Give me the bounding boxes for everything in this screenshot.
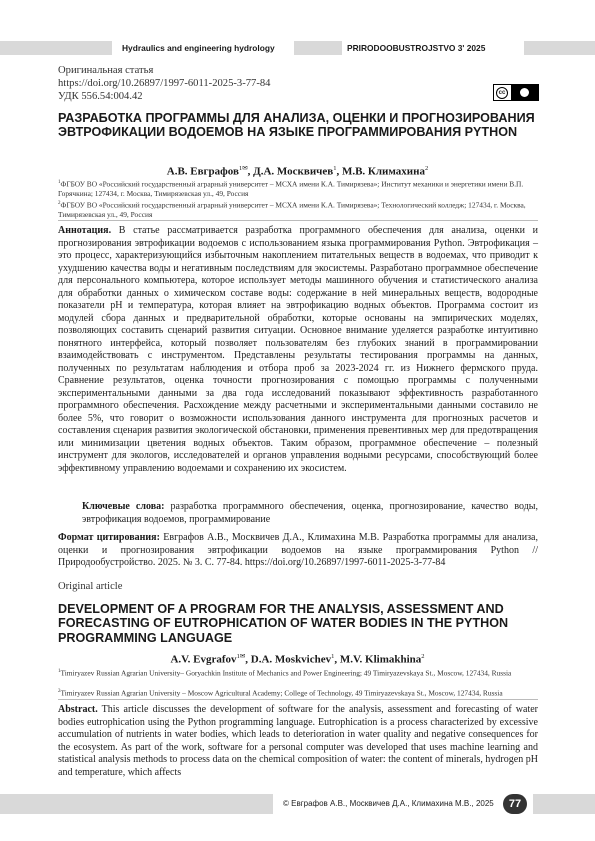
author-sup[interactable]: 1✉ — [238, 165, 248, 172]
abstract-label: Abstract. — [58, 704, 98, 715]
divider — [58, 220, 538, 221]
footer-copyright: © Евграфов А.В., Москвичев Д.А., Климахина М.В., 2025 — [283, 799, 494, 808]
citation-ru — [58, 532, 538, 570]
author-sep: , — [245, 653, 251, 666]
footer-bar-right — [533, 794, 595, 814]
by-person-icon — [511, 85, 538, 100]
footer-bar-left — [0, 794, 273, 814]
keywords-text: разработка программного обеспечения, оценка, прогнозирование, качество воды, эвтрофикация водоемов, программирование — [82, 501, 538, 525]
header-journal-issue: PRIRODOOBUSTROJSTVO 3' 2025 — [347, 43, 486, 53]
author-sup: 2 — [425, 165, 429, 172]
doi-link[interactable]: https://doi.org/10.26897/1997-6011-2025-3-77-84 — [58, 78, 271, 90]
header-section-title: Hydraulics and engineering hydrology — [122, 43, 275, 53]
keywords-label: Ключевые слова: — [82, 501, 165, 512]
page-number: 77 — [503, 794, 527, 814]
title-en: DEVELOPMENT OF A PROGRAM FOR THE ANALYSIS, ASSESSMENT AND FORECASTING OF EUTROPHICATION OF WATER BODIES IN THE PYTHON PROGRAMMING LANGUAGE — [58, 602, 509, 645]
article-type: Оригинальная статья — [58, 65, 154, 76]
abstract-label: Аннотация. — [58, 225, 112, 236]
aff-text: ФГБОУ ВО «Российский государственный аграрный университет – МСХА имени К.А. Тимирязева»; Институт механики и энергетики имени В.П. Горячкина; 127434, г. Москва, Тимирязевская ул., 49, Россия — [58, 179, 524, 198]
keywords-ru — [82, 501, 538, 526]
citation-text: Евграфов А.В., Москвичев Д.А., Климахина М.В. Разработка программы для анализа, оценки и прогнозирования эвтрофикации водоемов на языке программирования Python // Природообустройство. 2025. № 3. С. 77-84. https://doi.org/10.26897/1997-6011-2025-3-77-84 — [58, 532, 538, 568]
abstract-ru — [58, 225, 538, 475]
abstract-text: This article discusses the development of software for the analysis, assessment and forecasting of water bodies eutrophication using the Python programming language. Eutrophication is a process characterized by excessive accumulation of nutrients in water bodies, which leads to deterioration in water quality and negative consequences for the ecosystem. As part of the work, software for a personal computer was developed that uses machine learning and statistical analysis methods to process data on the chemical composition of water: the content of minerals, hydrogen pH and temperature, which affects — [58, 704, 538, 778]
author: М.В. Климахина — [341, 165, 425, 178]
header-bar-middle — [294, 41, 342, 55]
author: M.V. Klimakhina — [339, 653, 422, 666]
authors-en — [0, 650, 595, 667]
article-type-en: Original article — [58, 581, 123, 592]
cc-circle: cc — [496, 87, 508, 99]
abstract-text: В статье рассматривается разработка программного обеспечения для анализа, оценки и прогнозирования эвтрофикации водоемов с использованием языка программирования Python. Эвтрофикация – это процесс, характеризующийся избыточным накоплением питательных веществ в водоемах, что приводит к ухудшению качества воды и негативным последствиям для экосистемы. Разработано программное обеспечение для персонального компьютера, которое использует методы машинного обучения и статистического анализа для обработки данных о химическом составе воды: содержание в ней минеральных веществ, водородные показатели pH и температура, которая влияет на эвтрофикацию водных объектов. Программа состоит из модулей сбора данных и предварительной обработки, которые основаны на эмпирических моделях, позволяющих составить сценарий развития ситуации. Основное внимание уделяется разработке интуитивно понятного интерфейса, который позволяет пользователям без глубоких знаний в программировании взаимодействовать с инструментом. Представлены результаты тестирования программы на данных, полученных по результатам наблюдения и отбора проб за 2023-2024 гг. из Нижнего фермского пруда. Сравнение результатов, оценка точности прогнозирования с помощью программы с полученными экспериментальными данными за два года исследований показывают эффективность разработанного программного обеспечения. Расхождение между расчетными и экспериментальными данными составило не более 5%, что говорит о возможности использования данного инструмента для прогнозных расчетов и составления сценария развития экологической обстановки, применения превентивных мер для предотвращения или минимизации цветения водных объектов. Таким образом, программное обеспечение – полезный инструмент для экологов, исследователей и органов управления водными ресурсами, способствующий более эффективному управлению водоемами и сохранению их экосистем. — [58, 225, 539, 474]
authors-ru — [0, 162, 595, 179]
affiliation-ru-1 — [58, 178, 538, 198]
title-ru: РАЗРАБОТКА ПРОГРАММЫ ДЛЯ АНАЛИЗА, ОЦЕНКИ И ПРОГНОЗИРОВАНИЯ ЭВТРОФИКАЦИИ ВОДОЕМОВ НА ЯЗЫКЕ ПРОГРАММИРОВАНИЯ PYTHON — [58, 111, 535, 140]
author-sep: , — [334, 653, 340, 666]
author-sep: , — [247, 165, 254, 178]
aff-text: ФГБОУ ВО «Российский государственный аграрный университет – МСХА имени К.А. Тимирязева»; Технологический колледж; 127434, г. Москва, Тимирязевская ул., 49, Россия — [58, 200, 526, 219]
author: Д.А. Москвичев — [253, 165, 334, 178]
aff-sup: 2 — [58, 689, 61, 694]
header-bar-right — [524, 41, 595, 55]
affiliation-ru-2 — [58, 199, 538, 219]
author-sup: 1 — [333, 165, 337, 172]
udc-code: УДК 556.54:004.42 — [58, 91, 143, 103]
author-sup: 1 — [331, 653, 335, 660]
author: А.В. Евграфов — [166, 165, 239, 178]
affiliation-en-2 — [58, 687, 538, 698]
aff-sup: 2 — [58, 201, 61, 206]
aff-text: Timiryazev Russian Agrarian University – Moscow Agricultural Academy; College of Technology, 49 Timiryazevskaya St., Moscow, 127434, Russia — [60, 688, 503, 698]
author-sup[interactable]: 1✉ — [236, 653, 246, 660]
affiliation-en-1 — [58, 667, 538, 678]
author-sep: , — [336, 165, 342, 178]
header-bar-left — [0, 41, 112, 55]
author: A.V. Evgrafov — [170, 653, 237, 666]
article-meta — [58, 64, 270, 104]
author-sup: 2 — [421, 653, 425, 660]
page-footer — [0, 794, 595, 814]
cc-by-license-icon[interactable] — [493, 84, 539, 101]
aff-sup: 1 — [58, 669, 61, 674]
abstract-en — [58, 704, 538, 788]
aff-sup: 1 — [58, 180, 61, 185]
aff-text: Timiryazev Russian Agrarian University– Goryachkin Institute of Mechanics and Power Engineering; 49 Timiryazevskaya St., Moscow, 127434, Russia — [60, 668, 512, 678]
running-header — [0, 0, 595, 58]
author: D.A. Moskvichev — [250, 653, 332, 666]
citation-label: Формат цитирования: — [58, 532, 160, 543]
divider — [58, 699, 538, 700]
